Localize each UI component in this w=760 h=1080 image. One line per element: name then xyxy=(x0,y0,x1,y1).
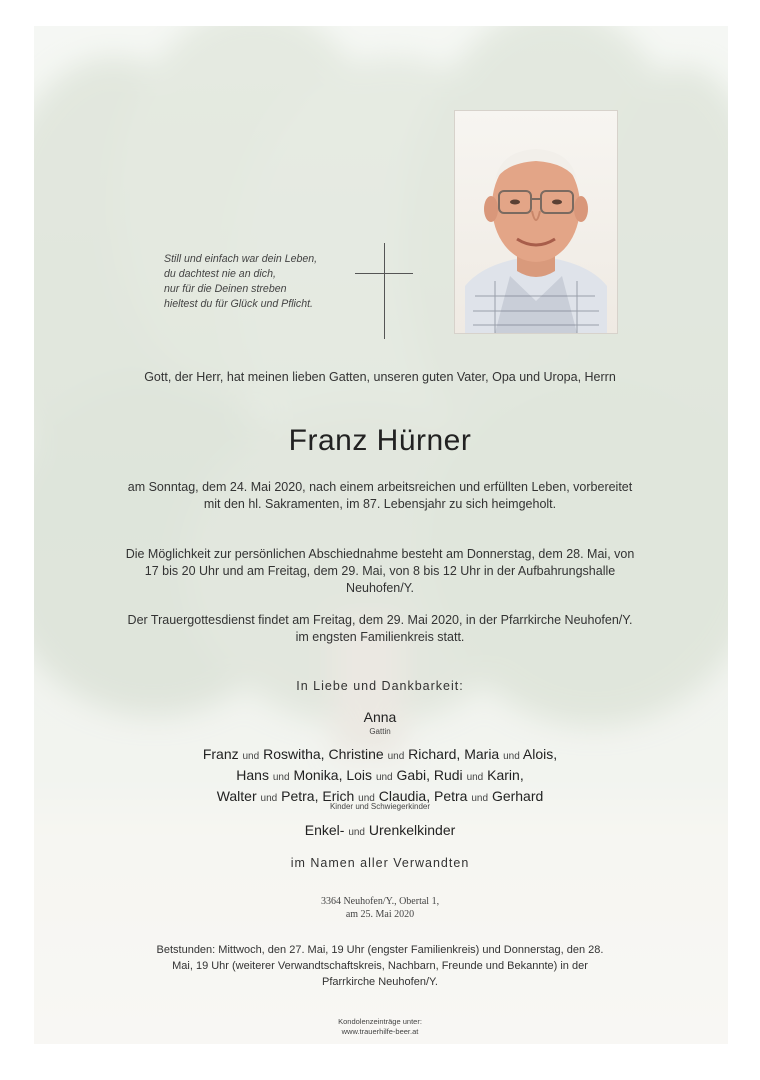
paragraph-farewell: Die Möglichkeit zur persönlichen Abschiednahme besteht am Donnerstag, dem 28. Mai, von 17 bis 20 Uhr und am Freitag, dem 29. Mai, von 8 bis 12 Uhr in der Aufbahrungshalle Neuhofen/Y. xyxy=(125,547,635,595)
family-member: Petra xyxy=(281,788,315,804)
verse-line: du dachtest nie an dich, xyxy=(164,268,276,280)
footer-link[interactable]: www.trauerhilfe-beer.at xyxy=(341,1027,419,1036)
relatives-line: im Namen aller Verwandten xyxy=(290,856,470,870)
paragraph-funeral-service: Der Trauergottesdienst findet am Freitag, dem 29. Mai 2020, in der Pfarrkirche Neuhofen/Y. im engsten Familienkreis statt. xyxy=(127,613,633,644)
address-line: 3364 Neuhofen/Y., Obertal 1, xyxy=(320,896,440,907)
verse-line: hieltest du für Glück und Pflicht. xyxy=(164,298,313,310)
und-connector: und xyxy=(375,772,393,783)
family-row: Hans und Monika, Lois und Gabi, Rudi und Karin, xyxy=(236,767,524,783)
widow-role: Gattin xyxy=(369,727,391,736)
und-connector: und xyxy=(358,793,375,804)
family-member: Karin xyxy=(487,767,520,783)
und-connector: und xyxy=(272,772,290,783)
verse-line: Still und einfach war dein Leben, xyxy=(164,253,318,265)
und-connector: und xyxy=(260,793,278,804)
family-member: Gabi xyxy=(396,767,427,783)
und-connector: und xyxy=(471,793,489,804)
family-member: Roswitha xyxy=(263,746,321,762)
grandchildren-line xyxy=(0,822,760,838)
und-connector: und xyxy=(348,827,365,838)
family-row: Walter und Petra, Erich und Claudia, Petra und Gerhard xyxy=(216,788,544,804)
deceased-name: Franz Hürner xyxy=(288,424,472,457)
family-member: Petra xyxy=(434,788,468,804)
family-member: Erich xyxy=(322,788,355,804)
family-caption: Kinder und Schwiegerkinder xyxy=(329,802,431,811)
family-member: Walter xyxy=(216,788,257,804)
gratitude-line: In Liebe und Dankbarkeit: xyxy=(296,679,464,693)
family-member: Claudia xyxy=(378,788,427,804)
footer xyxy=(0,1017,760,1037)
cross-icon-vertical xyxy=(384,243,385,339)
grandchildren-label: Enkel- xyxy=(304,822,345,838)
family-member: Christine xyxy=(328,746,384,762)
widow-name: Anna xyxy=(363,709,397,725)
family-list xyxy=(120,745,640,808)
family-member: Franz xyxy=(202,746,239,762)
prayer-hours: Betstunden: Mittwoch, den 27. Mai, 19 Uhr (engster Familienkreis) und Donnerstag, den 28. Mai, 19 Uhr (weiterer Verwandtschaftskreis, Nachbarn, Freunde und Bekannte) in der Pfarrkirche Neuhofen/Y. xyxy=(156,944,604,988)
family-row: Franz und Roswitha, Christine und Richard, Maria und Alois, xyxy=(202,746,558,762)
background-veil xyxy=(34,26,728,1044)
family-member: Alois xyxy=(522,746,554,762)
family-member: Rudi xyxy=(433,767,463,783)
great-grandchildren-label: Urenkelkinder xyxy=(368,822,456,838)
paragraph-death-notice: am Sonntag, dem 24. Mai 2020, nach einem arbeitsreichen und erfüllten Leben, vorbereitet mit den hl. Sakramenten, im 87. Lebensjahr zu sich heimgeholt. xyxy=(127,480,633,511)
footer-label: Kondolenzeinträge unter: xyxy=(338,1017,422,1026)
family-member: Richard xyxy=(408,746,457,762)
address-block xyxy=(0,895,760,921)
date-line: am 25. Mai 2020 xyxy=(345,909,415,920)
family-member: Lois xyxy=(346,767,373,783)
cross-icon-horizontal xyxy=(355,273,413,274)
family-member: Hans xyxy=(236,767,269,783)
und-connector: und xyxy=(466,772,484,783)
memorial-verse xyxy=(164,252,354,312)
portrait-photo xyxy=(454,110,618,334)
verse-line: nur für die Deinen streben xyxy=(164,283,287,295)
family-member: Gerhard xyxy=(491,788,544,804)
und-connector: und xyxy=(387,751,405,762)
intro-text: Gott, der Herr, hat meinen lieben Gatten, unseren guten Vater, Opa und Uropa, Herrn xyxy=(144,370,616,384)
family-member: Monika xyxy=(293,767,339,783)
background-panel xyxy=(34,26,728,1044)
und-connector: und xyxy=(503,751,520,762)
und-connector: und xyxy=(242,751,260,762)
family-member: Maria xyxy=(464,746,500,762)
